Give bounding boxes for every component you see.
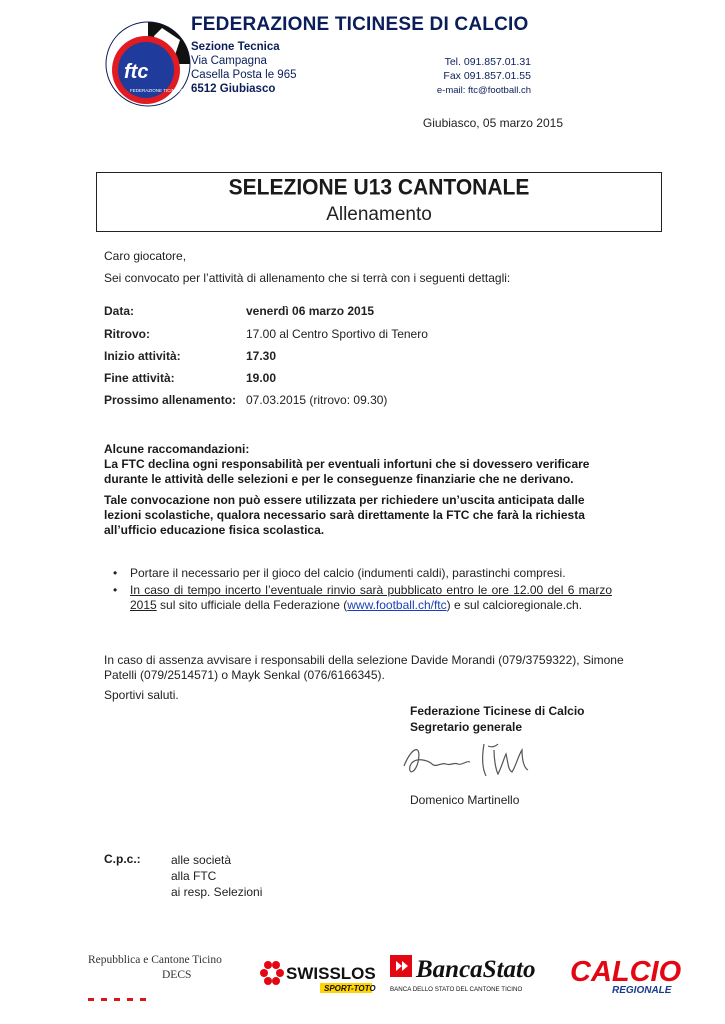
canton-flag-stripes <box>88 988 148 991</box>
detail-label-end: Fine attività: <box>104 371 175 385</box>
section-name: Sezione Tecnica <box>191 41 280 53</box>
detail-value-date: venerdì 06 marzo 2015 <box>246 304 375 318</box>
detail-value-next: 07.03.2015 (ritrovo: 09.30) <box>246 393 388 407</box>
detail-value-start: 17.30 <box>246 349 277 363</box>
bullet-text-site: sul sito ufficiale della Federazione ( <box>156 598 348 612</box>
telephone: Tel. 091.857.01.31 <box>444 56 531 68</box>
cpc-recipients <box>171 852 262 900</box>
cpc-recipient: alla FTC <box>171 869 217 883</box>
intro-text: Sei convocato per l’attività di allenamento che si terrà con i seguenti dettagli: <box>104 271 511 285</box>
detail-label-meeting: Ritrovo: <box>104 327 150 341</box>
detail-label-next: Prossimo allenamento: <box>104 393 237 407</box>
bancastato-text: BancaStato <box>416 956 536 983</box>
school-exit-notice: Tale convocazione non può essere utilizzata per richiedere un’uscita anticipata dalle lezioni scolastiche, qualora necessario sarà direttamente la FTC che farà la richiesta all’ufficio educazione fisica scolastica. <box>104 493 585 537</box>
canton-logo <box>88 953 222 983</box>
bullet-list <box>113 566 612 615</box>
cpc-recipient: ai resp. Selezioni <box>171 885 263 899</box>
ftc-logo <box>104 20 202 108</box>
calcio-regionale-logo <box>568 951 682 997</box>
logo-ring-text: FEDERAZIONE TICINESE CALCIO <box>130 88 202 93</box>
canton-name: Repubblica e Cantone Ticino <box>88 954 222 966</box>
decs-label: DECS <box>162 969 192 981</box>
bullet-item <box>113 583 612 613</box>
greeting: Caro giocatore, <box>104 249 187 263</box>
document-title: SELEZIONE U13 CANTONALE <box>228 175 530 200</box>
title-box <box>96 172 662 232</box>
signature-block <box>410 703 585 735</box>
closing: Sportivi saluti. <box>104 688 179 702</box>
bullet-text-end: ) e sul calcioregionale.ch. <box>446 598 583 612</box>
regionale-text: REGIONALE <box>612 985 672 996</box>
logo-text: ftc <box>124 61 149 83</box>
document-date: Giubiasco, 05 marzo 2015 <box>422 116 563 130</box>
detail-value-end: 19.00 <box>246 371 277 385</box>
bullet-text-postponement: In caso di tempo incerto l’eventuale rinvio sarà pubblicato entro le ore 12.00 del 6 marzo 2015 <box>130 583 612 612</box>
address-line-3: 6512 Giubiasco <box>191 83 276 95</box>
swisslos-logo <box>258 955 378 995</box>
cpc-label: C.p.c.: <box>104 852 141 866</box>
calcio-text: CALCIO <box>570 956 682 988</box>
bullet-dot-icon: • <box>113 583 118 597</box>
signature-org: Federazione Ticinese di Calcio <box>410 704 585 718</box>
bullet-item <box>113 566 612 581</box>
bullet-dot-icon: • <box>113 566 118 580</box>
sport-toto-text: SPORT-TOTO <box>324 984 376 993</box>
address-line-2: Casella Posta le 965 <box>191 69 297 81</box>
absence-note: In caso di assenza avvisare i responsabili della selezione Davide Morandi (079/3759322), Simone Patelli (079/2514571) o Mayk Senkal (076/6166345). <box>104 653 624 682</box>
detail-label-start: Inizio attività: <box>104 349 181 363</box>
recommendations-heading: Alcune raccomandazioni: <box>104 442 250 456</box>
football-link[interactable]: www.football.ch/ftc <box>347 598 447 612</box>
swisslos-text: SWISSLOS <box>286 964 376 983</box>
detail-value-meeting: 17.00 al Centro Sportivo di Tenero <box>246 327 428 341</box>
signatory-name: Domenico Martinello <box>410 793 520 807</box>
bancastato-logo <box>390 953 558 997</box>
liability-disclaimer: La FTC declina ogni responsabilità per eventuali infortuni che si dovessero verificare durante le attività delle selezioni e per le conseguenze finanziarie che ne derivano. <box>104 457 590 486</box>
fax: Fax 091.857.01.55 <box>443 70 531 82</box>
address-line-1: Via Campagna <box>191 55 267 67</box>
signature-role: Segretario generale <box>410 720 523 734</box>
cpc-recipient: alle società <box>171 853 232 867</box>
detail-label-date: Data: <box>104 304 135 318</box>
document-subtitle: Allenamento <box>326 204 432 225</box>
email: e-mail: ftc@football.ch <box>436 85 531 96</box>
bancastato-subtext: BANCA DELLO STATO DEL CANTONE TICINO <box>390 986 523 993</box>
org-title: FEDERAZIONE TICINESE DI CALCIO <box>191 14 529 35</box>
handwritten-signature <box>398 736 538 784</box>
bullet-text-equipment: Portare il necessario per il gioco del calcio (indumenti caldi), parastinchi compresi. <box>130 566 566 580</box>
